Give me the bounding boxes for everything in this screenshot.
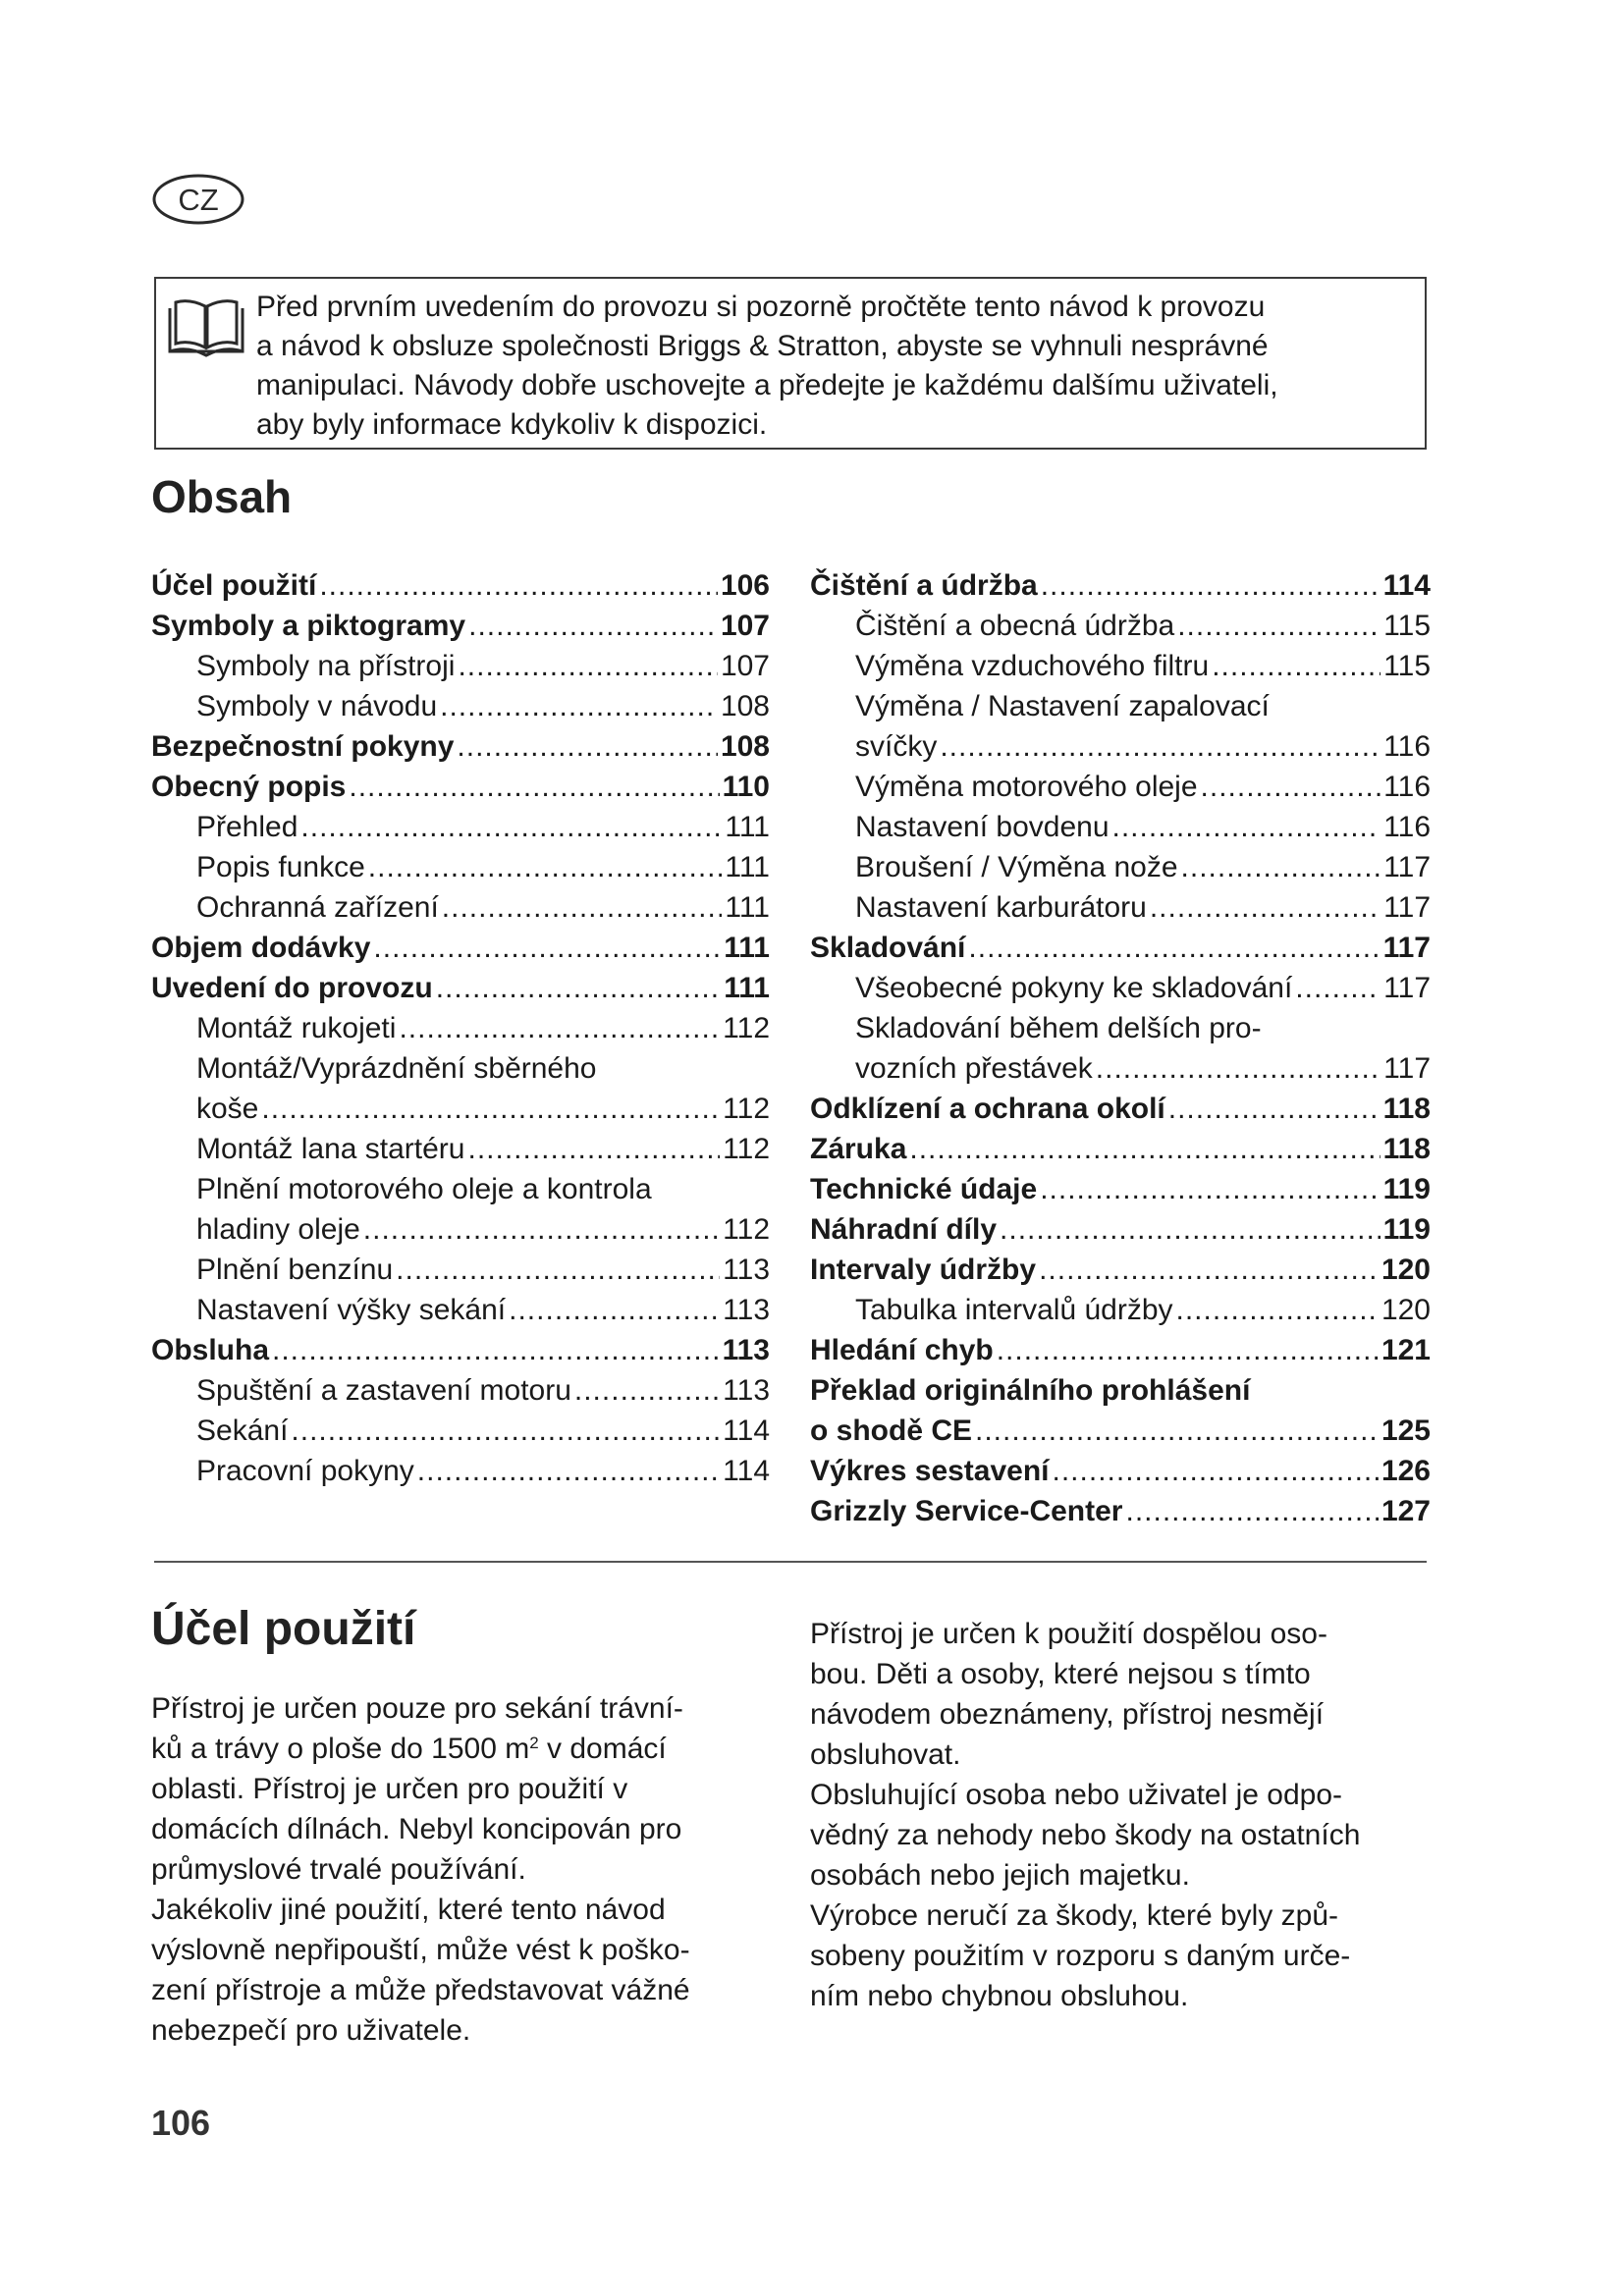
toc-entry-title: Objem dodávky: [151, 932, 371, 964]
toc-entry-title: Skladování: [810, 932, 966, 964]
toc-entry-title: Odklízení a ochrana okolí: [810, 1093, 1165, 1125]
toc-entry-title: Sekání: [196, 1415, 289, 1447]
toc-leader-dots: [1053, 1451, 1379, 1491]
toc-entry[interactable]: [810, 1129, 1431, 1169]
toc-entry-page: 125: [1380, 1415, 1431, 1447]
toc-entry[interactable]: [810, 968, 1431, 1008]
toc-entry-title: Montáž/Vyprázdnění sběrného: [196, 1052, 597, 1085]
toc-left-column: [151, 565, 770, 1491]
toc-leader-dots: [396, 1250, 720, 1290]
toc-leader-dots: [363, 1209, 720, 1250]
toc-entry[interactable]: [810, 1048, 1431, 1089]
toc-leader-dots: [1041, 565, 1380, 606]
toc-entry-title: Symboly a piktogramy: [151, 610, 466, 642]
toc-entry-title: Symboly v návodu: [196, 690, 438, 722]
toc-leader-dots: [997, 1330, 1379, 1370]
toc-entry[interactable]: [810, 1491, 1431, 1531]
toc-entry[interactable]: [151, 767, 770, 807]
toc-entry-page: 106: [720, 569, 770, 602]
toc-leader-dots: [440, 686, 718, 726]
toc-entry-title: Nastavení výšky sekání: [196, 1294, 507, 1326]
toc-entry[interactable]: [151, 807, 770, 847]
toc-entry[interactable]: [151, 847, 770, 887]
toc-entry[interactable]: [151, 606, 770, 646]
toc-leader-dots: [975, 1411, 1379, 1451]
toc-entry[interactable]: [810, 565, 1431, 606]
toc-entry[interactable]: [810, 1411, 1431, 1451]
toc-leader-dots: [1181, 847, 1381, 887]
toc-entry-page: 117: [1382, 932, 1431, 964]
toc-entry[interactable]: [151, 646, 770, 686]
toc-leader-dots: [1000, 1209, 1380, 1250]
book-icon: [164, 296, 248, 359]
toc-entry-title: Nastavení karburátoru: [855, 891, 1147, 924]
toc-entry-title: Montáž rukojeti: [196, 1012, 397, 1044]
language-code: CZ: [178, 183, 219, 217]
toc-entry-title: Záruka: [810, 1133, 907, 1165]
toc-leader-dots: [909, 1129, 1380, 1169]
toc-entry[interactable]: [810, 726, 1431, 767]
toc-leader-dots: [261, 1089, 720, 1129]
toc-entry[interactable]: [810, 1250, 1431, 1290]
toc-leader-dots: [968, 928, 1380, 968]
toc-entry-page: 116: [1383, 730, 1431, 763]
toc-entry-page: 119: [1382, 1173, 1431, 1205]
toc-entry-title: koše: [196, 1093, 259, 1125]
toc-leader-dots: [442, 887, 723, 928]
language-badge: [151, 173, 245, 226]
toc-entry[interactable]: [151, 887, 770, 928]
toc-entry-title: Hledání chyb: [810, 1334, 994, 1366]
toc-entry[interactable]: [810, 606, 1431, 646]
toc-leader-dots: [373, 928, 721, 968]
toc-leader-dots: [349, 767, 719, 807]
toc-entry-page: 118: [1382, 1133, 1431, 1165]
toc-entry-page: 113: [722, 1334, 770, 1366]
toc-entry-title: Grizzly Service-Center: [810, 1495, 1123, 1527]
toc-entry[interactable]: [151, 1370, 770, 1411]
toc-entry[interactable]: [810, 887, 1431, 928]
toc-entry-page: 108: [720, 730, 770, 763]
toc-entry[interactable]: [810, 928, 1431, 968]
toc-entry-page: 115: [1383, 610, 1431, 642]
toc-entry-title: Broušení / Výměna nože: [855, 851, 1178, 883]
toc-entry[interactable]: [151, 1209, 770, 1250]
toc-entry-page: 111: [724, 972, 770, 1004]
toc-entry-title: Bezpečnostní pokyny: [151, 730, 455, 763]
toc-leader-dots: [272, 1330, 720, 1370]
toc-leader-dots: [1212, 646, 1380, 686]
toc-leader-dots: [1150, 887, 1380, 928]
toc-leader-dots: [509, 1290, 720, 1330]
toc-leader-dots: [1096, 1048, 1380, 1089]
toc-entry-page: 114: [723, 1415, 770, 1447]
toc-leader-dots: [458, 646, 718, 686]
toc-entry-page: 117: [1383, 851, 1431, 883]
toc-entry[interactable]: [810, 807, 1431, 847]
toc-entry[interactable]: [151, 1048, 770, 1089]
toc-entry-title: Plnění motorového oleje a kontrola: [196, 1173, 652, 1205]
toc-entry-page: 111: [725, 811, 770, 843]
toc-entry-title: Tabulka intervalů údržby: [855, 1294, 1173, 1326]
toc-leader-dots: [319, 565, 718, 606]
toc-leader-dots: [940, 726, 1380, 767]
toc-entry[interactable]: [810, 1008, 1431, 1048]
notice-line: manipulaci. Návody dobře uschovejte a předejte je každému dalšímu uživateli,: [256, 369, 1278, 401]
toc-entry-title: Obecný popis: [151, 771, 347, 803]
notice-line: aby byly informace kdykoliv k dispozici.: [256, 408, 768, 441]
toc-entry-title: Výměna / Nastavení zapalovací: [855, 690, 1270, 722]
toc-entry[interactable]: [810, 1169, 1431, 1209]
toc-entry-page: 114: [723, 1455, 770, 1487]
section-divider: [154, 1561, 1427, 1563]
toc-leader-dots: [399, 1008, 720, 1048]
page-number: 106: [151, 2103, 211, 2143]
toc-entry-title: svíčky: [855, 730, 938, 763]
toc-entry-page: 115: [1383, 650, 1431, 682]
toc-entry[interactable]: [151, 1250, 770, 1290]
toc-entry[interactable]: [151, 928, 770, 968]
toc-entry-title: Obsluha: [151, 1334, 270, 1366]
toc-entry-title: Překlad originálního prohlášení: [810, 1374, 1251, 1407]
toc-entry[interactable]: [151, 1451, 770, 1491]
paragraph: Přístroj je určen k použití dospělou oso- bou. Děti a osoby, které nejsou s tímto návodem obeznámeny, přístroj nesmějí obsluhovat.: [810, 1618, 1327, 1771]
toc-entry[interactable]: [810, 847, 1431, 887]
toc-entry[interactable]: [810, 1370, 1431, 1411]
toc-leader-dots: [468, 606, 718, 646]
toc-right-column: [810, 565, 1431, 1531]
toc-entry-title: Intervaly údržby: [810, 1254, 1037, 1286]
toc-entry-page: 121: [1380, 1334, 1431, 1366]
section-text-right: [810, 1614, 1429, 2016]
toc-entry-page: 126: [1380, 1455, 1431, 1487]
toc-leader-dots: [1295, 968, 1380, 1008]
toc-entry[interactable]: [810, 686, 1431, 726]
toc-entry[interactable]: [151, 1129, 770, 1169]
toc-entry-title: hladiny oleje: [196, 1213, 360, 1246]
toc-entry[interactable]: [810, 646, 1431, 686]
toc-entry-page: 112: [723, 1133, 770, 1165]
toc-entry-title: Technické údaje: [810, 1173, 1038, 1205]
toc-entry-page: 117: [1383, 972, 1431, 1004]
toc-entry-title: vozních přestávek: [855, 1052, 1093, 1085]
paragraph: Přístroj je určen pouze pro sekání trávní- ků a trávy o ploše do 1500 $m^2$ v domácí oblasti. Přístroj je určen pro použití v domácích dílnách. Nebyl koncipován pro průmyslové trvalé používání.: [151, 1692, 683, 1886]
toc-leader-dots: [457, 726, 718, 767]
toc-entry-page: 117: [1383, 1052, 1431, 1085]
toc-leader-dots: [467, 1129, 720, 1169]
toc-entry-title: Plnění benzínu: [196, 1254, 394, 1286]
toc-entry-title: Náhradní díly: [810, 1213, 998, 1246]
toc-entry[interactable]: [151, 968, 770, 1008]
toc-entry-title: Výměna motorového oleje: [855, 771, 1198, 803]
toc-entry-page: 107: [720, 610, 770, 642]
toc-entry[interactable]: [151, 1089, 770, 1129]
toc-entry-page: 120: [1380, 1254, 1431, 1286]
toc-leader-dots: [1125, 1491, 1378, 1531]
toc-leader-dots: [291, 1411, 720, 1451]
toc-leader-dots: [1039, 1250, 1379, 1290]
toc-entry-page: 116: [1383, 811, 1431, 843]
toc-entry-title: Výměna vzduchového filtru: [855, 650, 1210, 682]
toc-entry-page: 107: [720, 650, 770, 682]
toc-leader-dots: [1177, 606, 1380, 646]
toc-entry-title: Montáž lana startéru: [196, 1133, 465, 1165]
toc-entry-page: 111: [725, 851, 770, 883]
toc-entry-page: 117: [1383, 891, 1431, 924]
toc-entry[interactable]: [810, 1290, 1431, 1330]
toc-entry[interactable]: [810, 1209, 1431, 1250]
toc-entry[interactable]: [810, 1330, 1431, 1370]
paragraph: Výrobce neručí za škody, které byly způ- sobeny použitím v rozporu s daným urče- ním nebo chybnou obsluhou.: [810, 1899, 1351, 2012]
toc-entry-page: 111: [724, 932, 770, 964]
toc-entry-page: 118: [1382, 1093, 1431, 1125]
toc-entry-page: 113: [723, 1294, 770, 1326]
toc-entry-title: Čištění a obecná údržba: [855, 610, 1175, 642]
toc-leader-dots: [368, 847, 723, 887]
toc-entry-title: Výkres sestavení: [810, 1455, 1050, 1487]
toc-entry-page: 112: [723, 1093, 770, 1125]
toc-entry-title: Čištění a údržba: [810, 569, 1038, 602]
toc-entry-title: o shodě CE: [810, 1415, 973, 1447]
toc-heading: Obsah: [151, 471, 293, 522]
toc-entry-title: Pracovní pokyny: [196, 1455, 414, 1487]
notice-line: a návod k obsluze společnosti Briggs & Stratton, abyste se vyhnuli nesprávné: [256, 330, 1269, 362]
toc-entry-page: 108: [720, 690, 770, 722]
toc-entry-page: 113: [723, 1374, 770, 1407]
toc-leader-dots: [1201, 767, 1381, 807]
toc-entry[interactable]: [151, 1411, 770, 1451]
toc-leader-dots: [574, 1370, 720, 1411]
toc-entry-title: Uvedení do provozu: [151, 972, 433, 1004]
toc-entry-title: Všeobecné pokyny ke skladování: [855, 972, 1293, 1004]
toc-entry-title: Nastavení bovdenu: [855, 811, 1110, 843]
toc-entry[interactable]: [810, 1451, 1431, 1491]
toc-entry-title: Popis funkce: [196, 851, 365, 883]
notice-text: [256, 288, 1415, 445]
toc-leader-dots: [436, 968, 722, 1008]
paragraph: Jakékoliv jiné použití, které tento návod výslovně nepřipouští, může vést k poško- zení přístroje a může představovat vážné nebezpečí pro uživatele.: [151, 1894, 690, 2047]
toc-entry-title: Přehled: [196, 811, 298, 843]
toc-entry[interactable]: [810, 1089, 1431, 1129]
toc-entry[interactable]: [151, 1169, 770, 1209]
toc-leader-dots: [1112, 807, 1381, 847]
toc-entry[interactable]: [151, 1330, 770, 1370]
toc-leader-dots: [1168, 1089, 1380, 1129]
notice-line: Před prvním uvedením do provozu si pozorně pročtěte tento návod k provozu: [256, 291, 1266, 323]
toc-entry[interactable]: [810, 767, 1431, 807]
toc-entry[interactable]: [151, 686, 770, 726]
toc-entry-page: 119: [1382, 1213, 1431, 1246]
toc-entry-title: Symboly na přístroji: [196, 650, 456, 682]
toc-entry[interactable]: [151, 726, 770, 767]
section-heading: Účel použití: [151, 1603, 416, 1655]
toc-entry-page: 114: [1382, 569, 1431, 602]
toc-entry-page: 116: [1383, 771, 1431, 803]
read-manual-notice: [154, 277, 1427, 450]
toc-entry-title: Ochranná zařízení: [196, 891, 439, 924]
toc-entry-page: 112: [723, 1213, 770, 1246]
toc-entry[interactable]: [151, 1008, 770, 1048]
toc-entry-title: Účel použití: [151, 569, 317, 602]
toc-entry[interactable]: [151, 1290, 770, 1330]
paragraph: Obsluhující osoba nebo uživatel je odpo- vědný za nehody nebo škody na ostatních osobách nebo jejich majetku.: [810, 1779, 1361, 1892]
toc-entry-page: 120: [1380, 1294, 1431, 1326]
toc-entry-page: 113: [723, 1254, 770, 1286]
toc-entry-page: 112: [723, 1012, 770, 1044]
toc-entry-page: 111: [725, 891, 770, 924]
section-text-left: [151, 1688, 780, 2051]
toc-leader-dots: [417, 1451, 720, 1491]
toc-entry-page: 110: [722, 771, 770, 803]
toc-entry[interactable]: [151, 565, 770, 606]
toc-leader-dots: [1176, 1290, 1379, 1330]
toc-entry-title: Skladování během delších pro-: [855, 1012, 1262, 1044]
toc-entry-title: Spuštění a zastavení motoru: [196, 1374, 571, 1407]
toc-leader-dots: [1040, 1169, 1380, 1209]
toc-entry-page: 127: [1380, 1495, 1431, 1527]
toc-leader-dots: [300, 807, 722, 847]
